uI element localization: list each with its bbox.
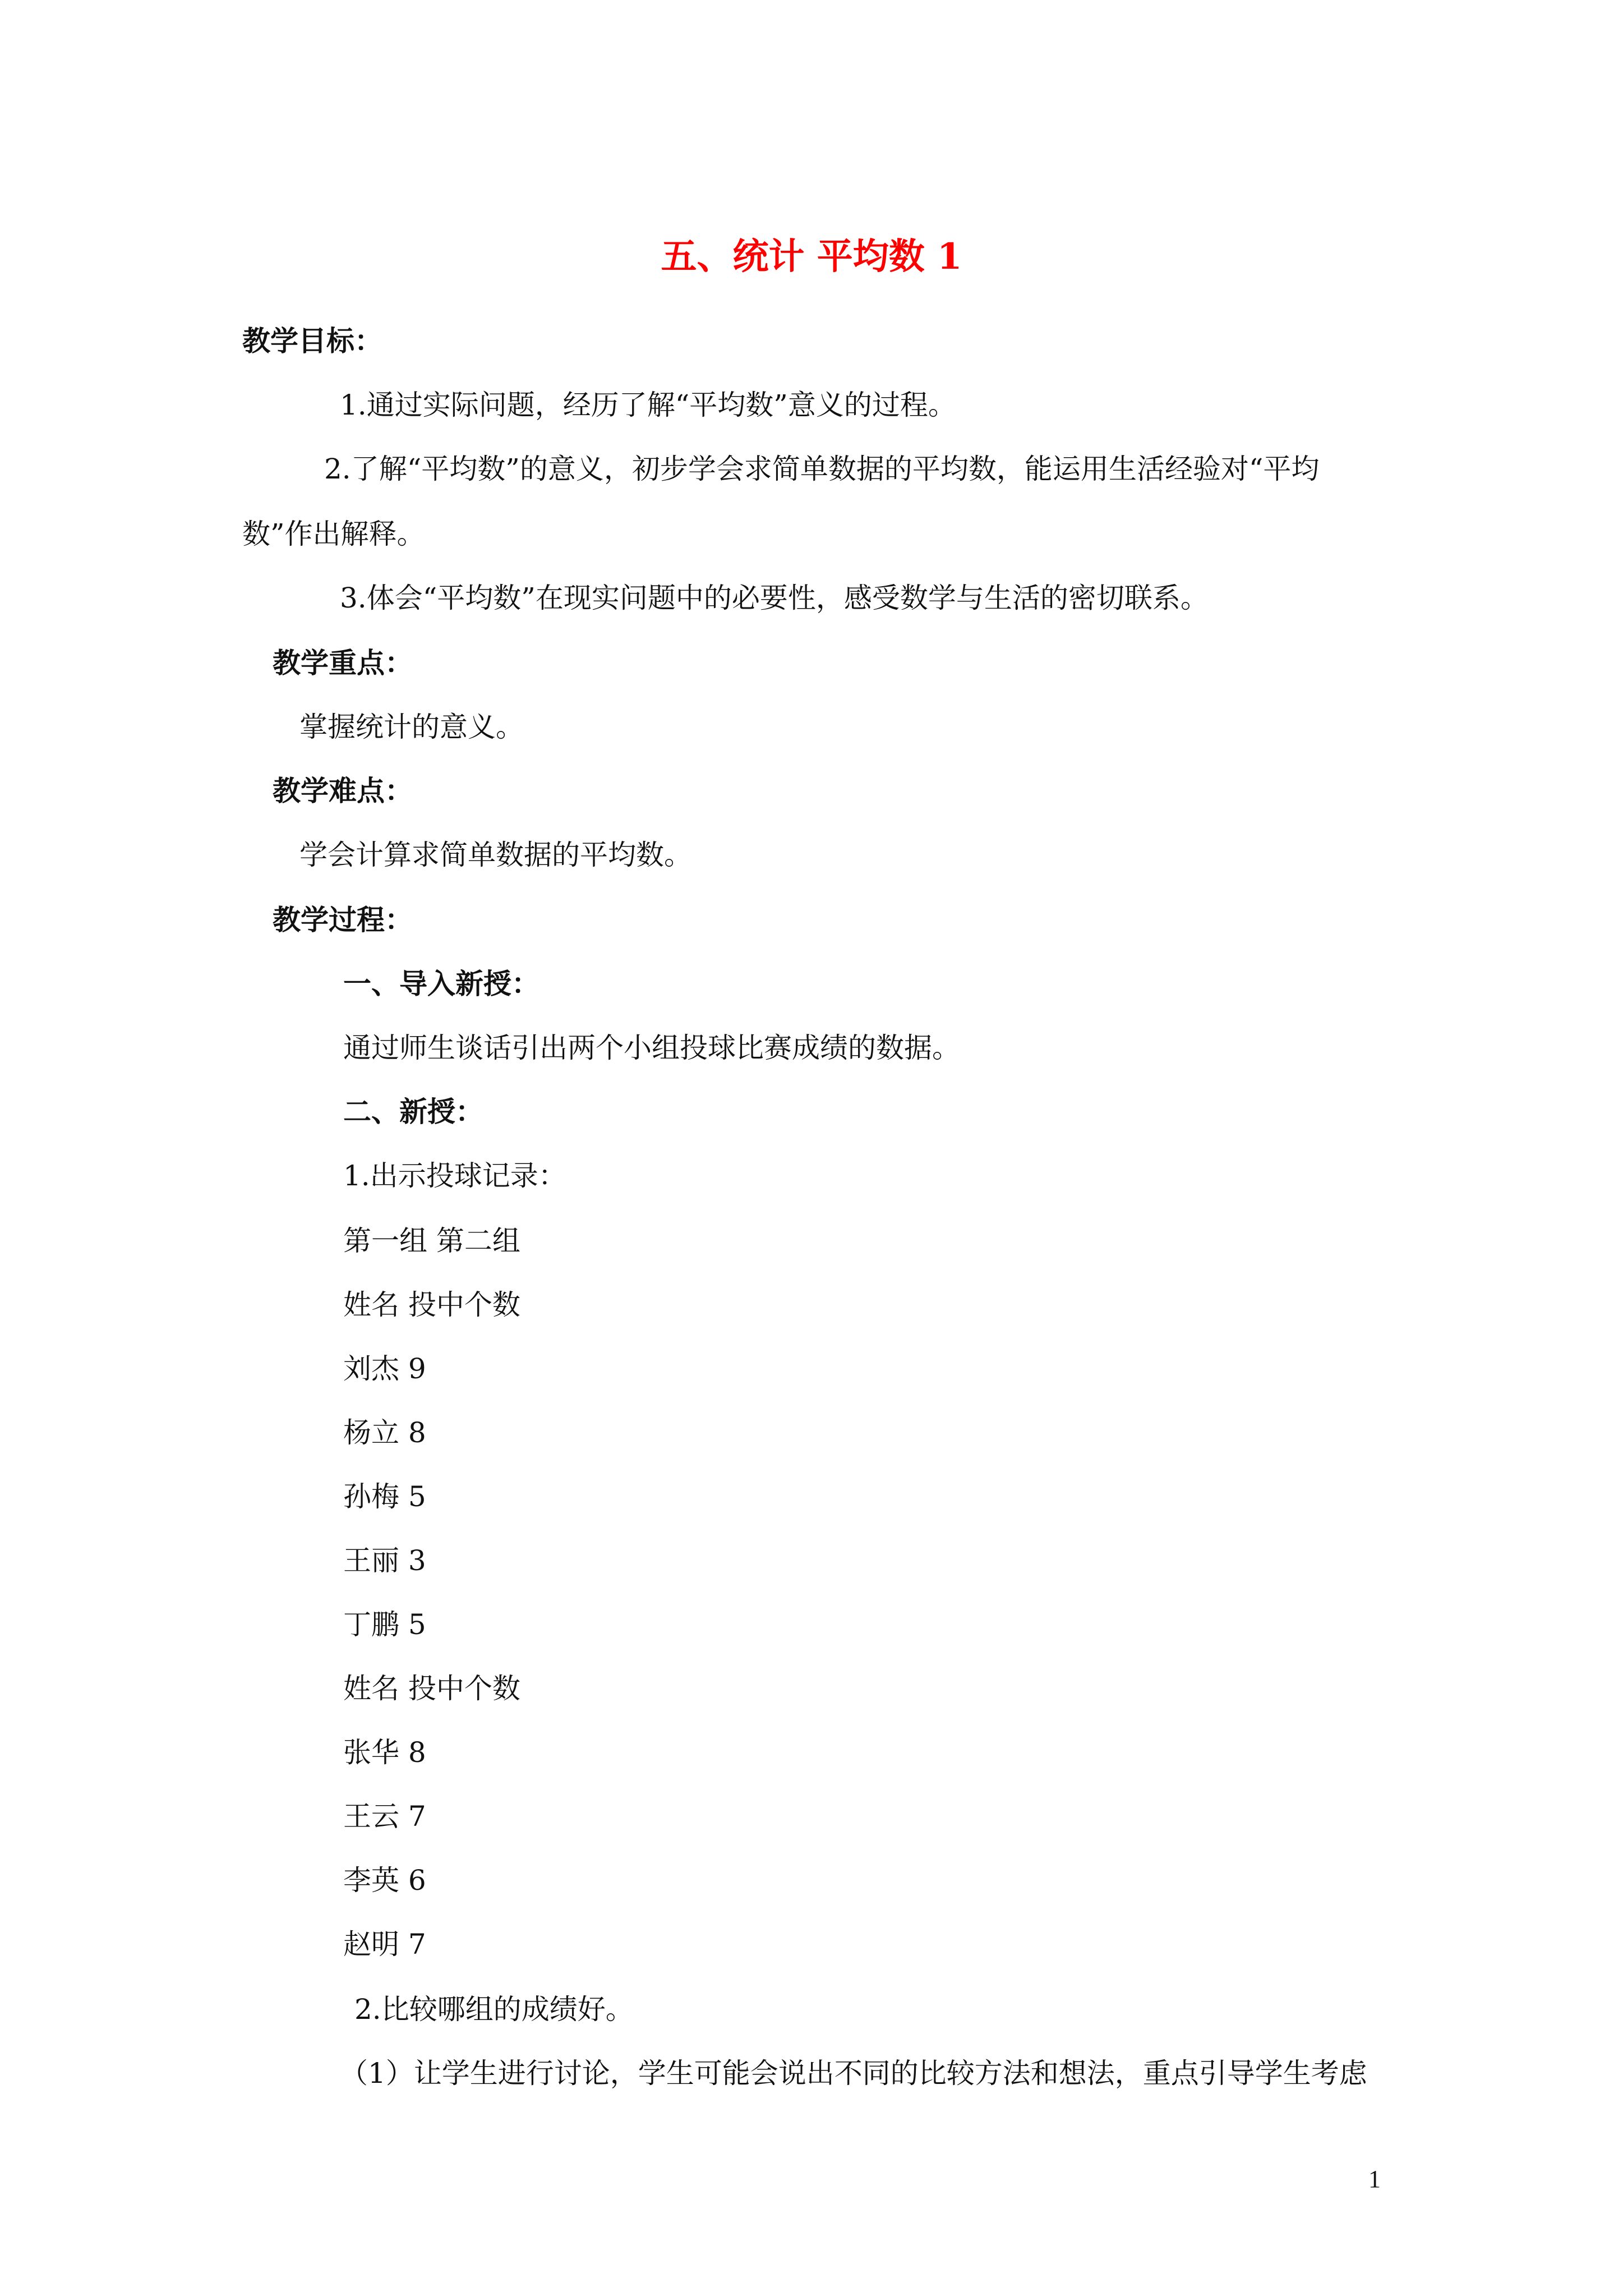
- group1-row: 王丽 3: [343, 1544, 426, 1577]
- group2-row: 王云 7: [343, 1800, 426, 1833]
- group1-table-header: 姓名 投中个数: [343, 1289, 520, 1321]
- group2-row: 李英 6: [343, 1864, 426, 1897]
- objective-3: 3.体会“平均数”在现实问题中的必要性，感受数学与生活的密切联系。: [340, 582, 1209, 614]
- objective-2-continued: 数”作出解释。: [242, 518, 425, 550]
- key-point-heading: 教学重点：: [273, 646, 413, 679]
- difficulty-heading: 教学难点：: [273, 774, 413, 807]
- group1-row: 杨立 8: [343, 1416, 426, 1449]
- document-title: 五、统计 平均数 1: [661, 236, 962, 278]
- group2-row: 张华 8: [343, 1736, 426, 1769]
- page-number: 1: [1368, 2165, 1381, 2193]
- group1-row: 丁鹏 5: [343, 1608, 426, 1641]
- group1-row: 孙梅 5: [343, 1480, 426, 1513]
- group2-row: 赵明 7: [343, 1928, 426, 1961]
- objectives-heading: 教学目标：: [242, 324, 382, 357]
- difficulty-text: 学会计算求简单数据的平均数。: [299, 839, 692, 871]
- group1-row: 刘杰 9: [343, 1352, 426, 1385]
- groups-header: 第一组 第二组: [343, 1225, 520, 1257]
- step2-text: 2.比较哪组的成绩好。: [354, 1993, 634, 2026]
- objective-2: 2.了解“平均数”的意义，初步学会求简单数据的平均数，能运用生活经验对“平均: [324, 453, 1320, 485]
- part1-text: 通过师生谈话引出两个小组投球比赛成绩的数据。: [343, 1032, 960, 1064]
- part2-heading: 二、新授：: [343, 1095, 483, 1128]
- objective-1: 1.通过实际问题，经历了解“平均数”意义的过程。: [340, 389, 956, 421]
- part1-heading: 一、导入新授：: [343, 967, 540, 1000]
- step2-sub1-text: （1）让学生进行讨论，学生可能会说出不同的比较方法和想法，重点引导学生考虑: [340, 2057, 1367, 2090]
- group2-table-header: 姓名 投中个数: [343, 1672, 520, 1705]
- process-heading: 教学过程：: [273, 903, 413, 936]
- key-point-text: 掌握统计的意义。: [299, 711, 524, 743]
- step1-text: 1.出示投球记录：: [343, 1159, 566, 1192]
